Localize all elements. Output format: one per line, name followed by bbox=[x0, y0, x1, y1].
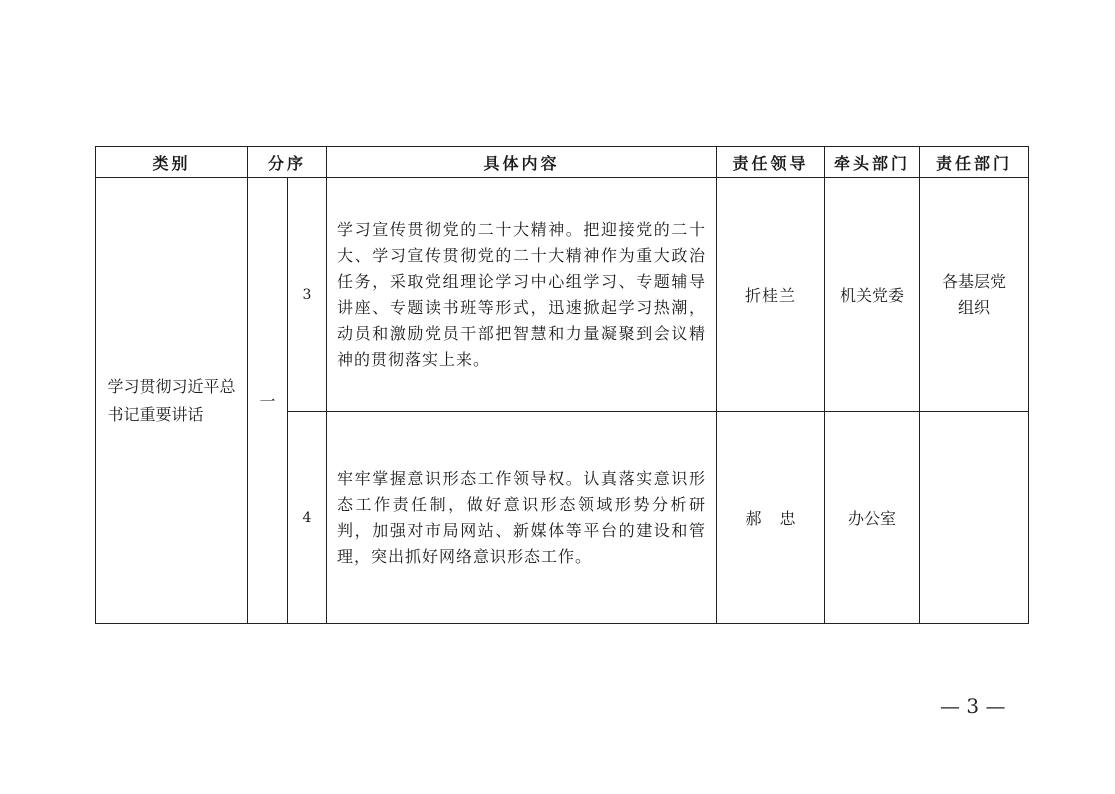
header-content: 具体内容 bbox=[327, 147, 717, 178]
row-number: 4 bbox=[288, 412, 327, 624]
resp-dept-label: 各基层党组织 bbox=[942, 271, 1007, 317]
row-resp-dept bbox=[920, 412, 1029, 624]
header-resp-dept: 责任部门 bbox=[920, 147, 1029, 178]
row-content: 学习宣传贯彻党的二十大精神。把迎接党的二十大、学习宣传贯彻党的二十大精神作为重大政治任务，采取党组理论学习中心组学习、专题辅导讲座、专题读书班等形式，迅速掀起学习热潮，动员和激励党员干部把智慧和力量凝聚到会议精神的贯彻落实上来。 bbox=[327, 178, 717, 412]
table-row bbox=[96, 178, 1029, 412]
section-number-cell: 一 bbox=[248, 178, 288, 624]
row-content: 牢牢掌握意识形态工作领导权。认真落实意识形态工作责任制，做好意识形态领域形势分析研判，加强对市局网站、新媒体等平台的建设和管理，突出抓好网络意识形态工作。 bbox=[327, 412, 717, 624]
category-label: 学习贯彻习近平总书记重要讲话 bbox=[107, 376, 236, 424]
row-lead-dept: 机关党委 bbox=[825, 178, 920, 412]
task-table bbox=[95, 146, 1029, 624]
table-header-row bbox=[96, 147, 1029, 178]
row-leader: 折桂兰 bbox=[717, 178, 825, 412]
page-number: — 3 — bbox=[940, 694, 1006, 718]
row-leader: 郝忠 bbox=[717, 412, 825, 624]
header-leader: 责任领导 bbox=[717, 147, 825, 178]
category-cell bbox=[96, 178, 248, 624]
header-category: 类别 bbox=[96, 147, 248, 178]
row-resp-dept bbox=[920, 178, 1029, 412]
header-lead-dept: 牵头部门 bbox=[825, 147, 920, 178]
row-number: 3 bbox=[288, 178, 327, 412]
row-lead-dept: 办公室 bbox=[825, 412, 920, 624]
header-sequence: 分序 bbox=[248, 147, 327, 178]
